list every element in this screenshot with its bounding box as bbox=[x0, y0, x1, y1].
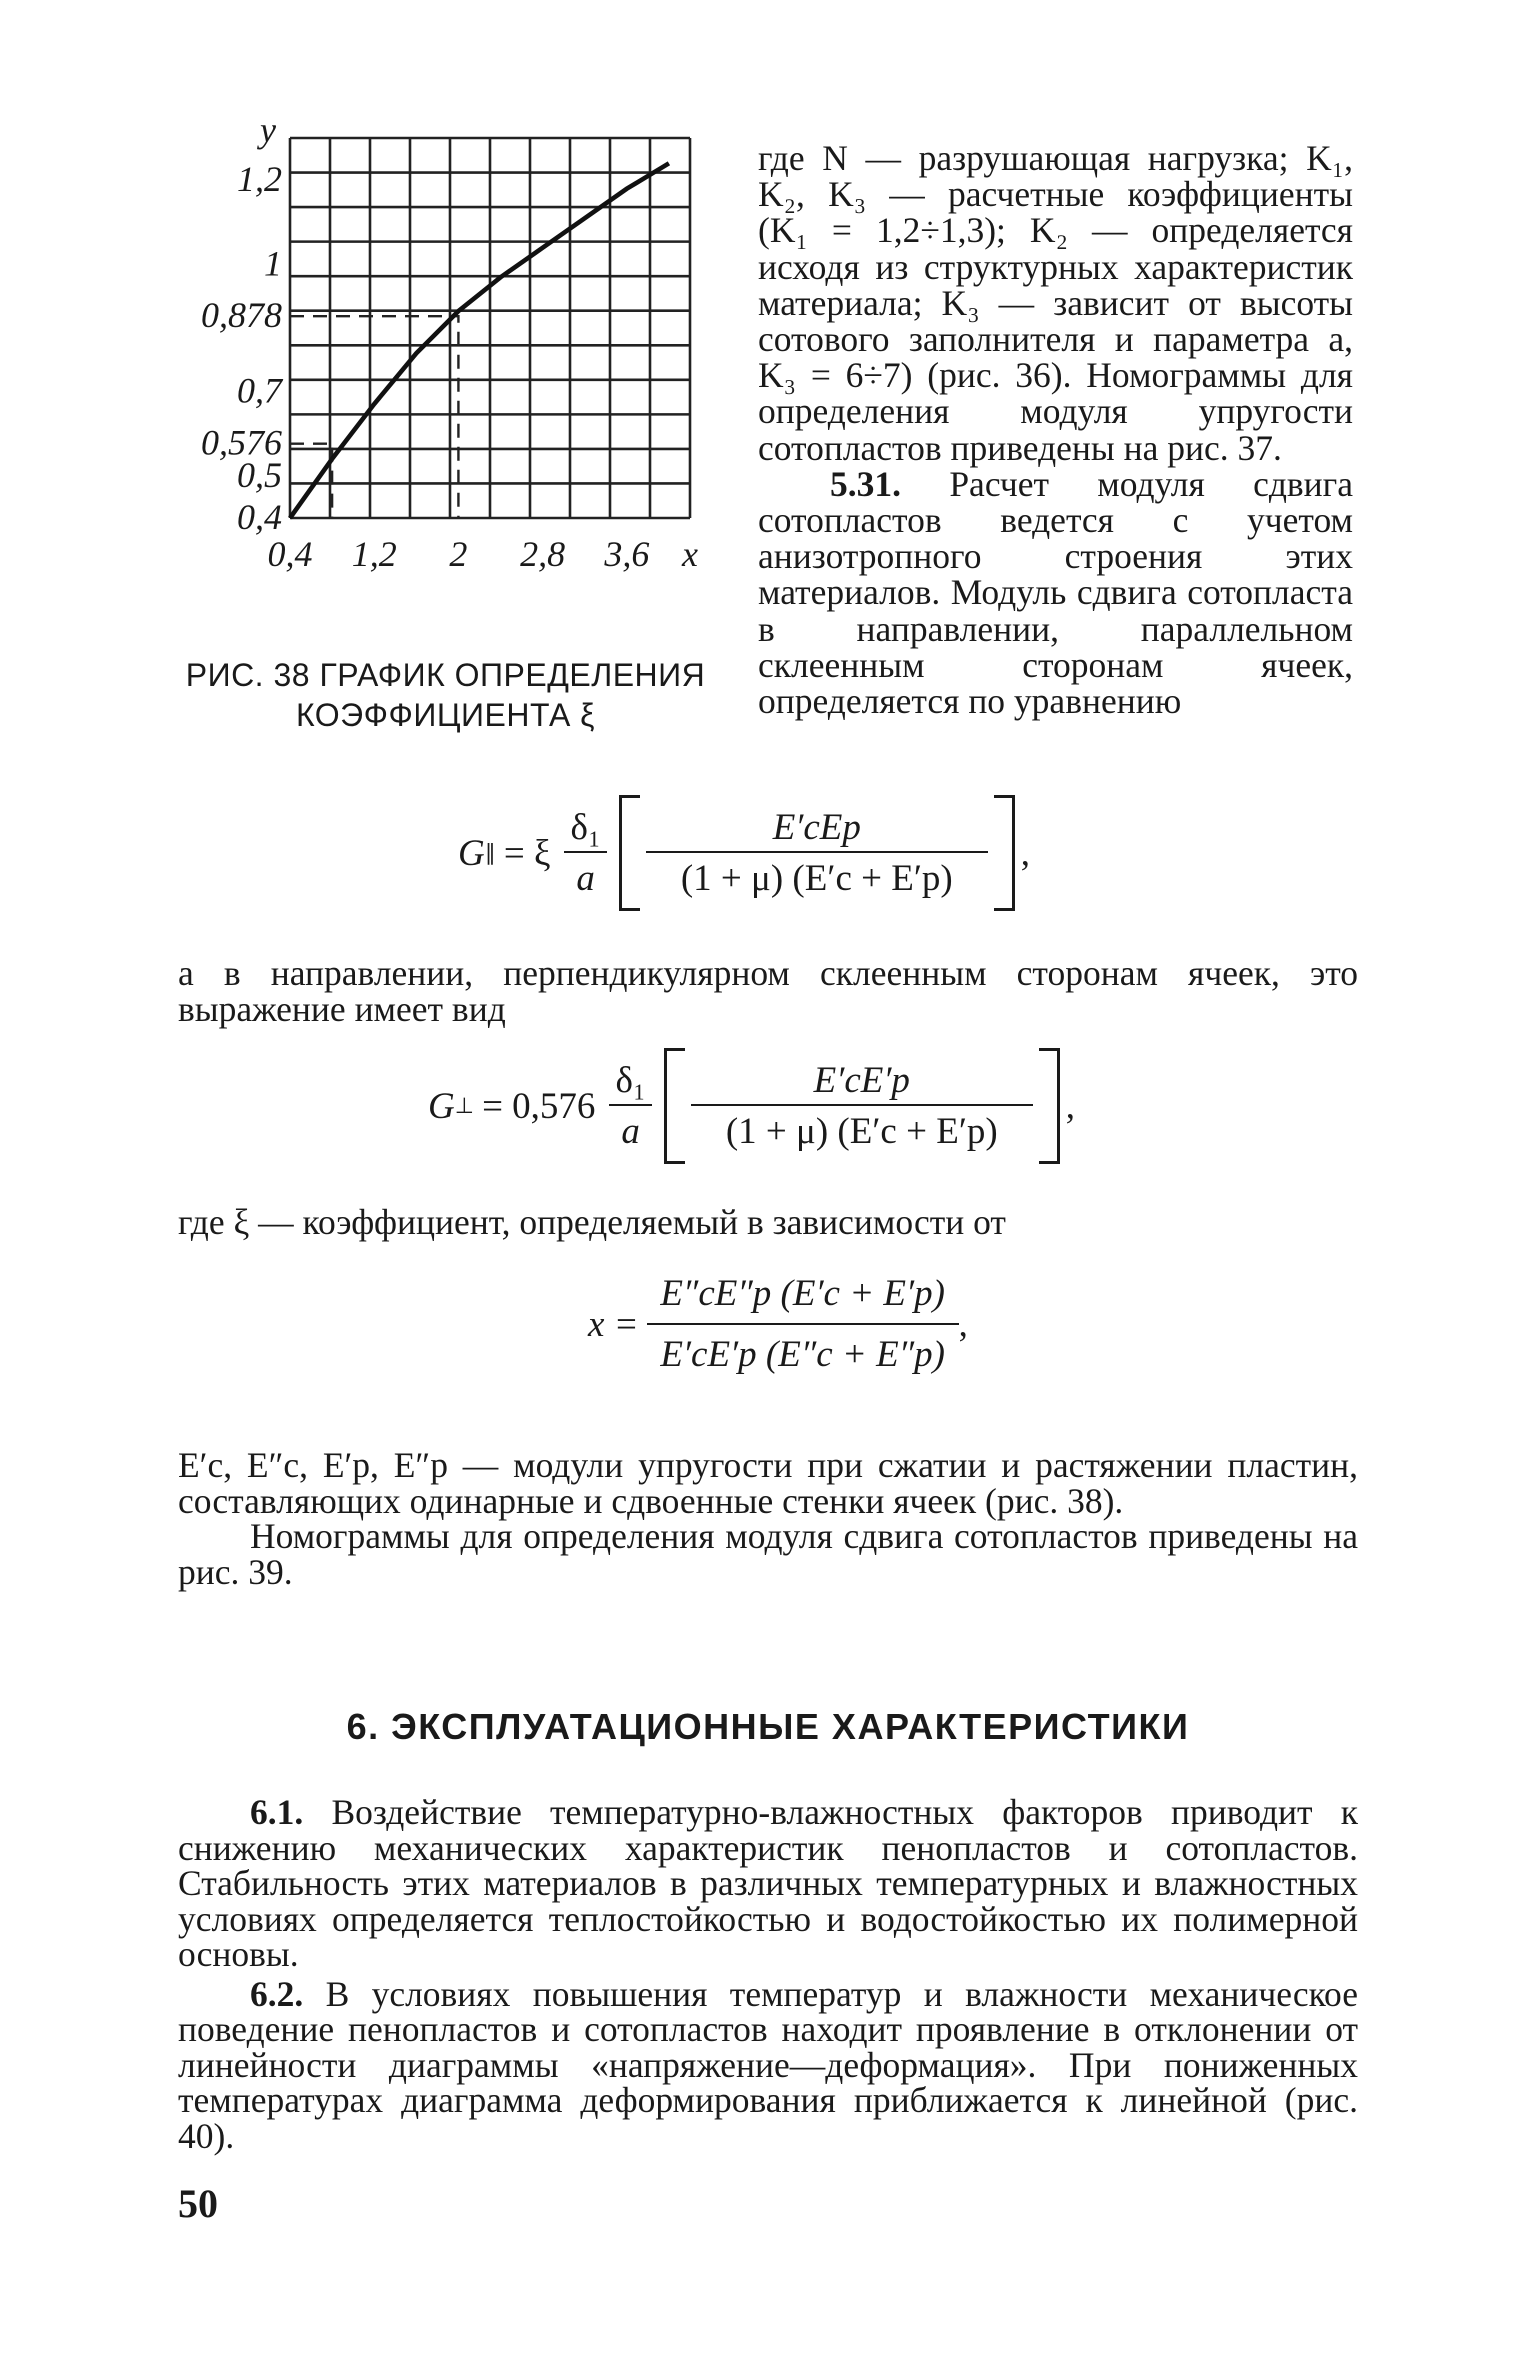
left-bracket bbox=[664, 1048, 685, 1164]
formula-fraction-main bbox=[652, 806, 982, 900]
caption-line-1: РИС. 38 ГРАФИК ОПРЕДЕЛЕНИЯ bbox=[185, 657, 706, 693]
formula-comma: , bbox=[1020, 832, 1031, 874]
paragraph-text: Расчет модуля сдвига сотопластов ведется с учетом анизотропного строения этих материалов. Модуль сдвига сотопласта в направлении, параллельном склеенным сторонам ячеек, определяется по уравнению bbox=[758, 463, 1353, 722]
fraction-numerator: E′cEp bbox=[646, 806, 988, 853]
fraction-denominator: (1 + μ) (E′c + E′p) bbox=[725, 1111, 998, 1152]
chart-grid bbox=[290, 138, 690, 518]
formula-lhs-sub: ⊥ bbox=[454, 1093, 475, 1118]
fraction-numerator: E′cE′p bbox=[691, 1059, 1033, 1106]
paragraph-6-2 bbox=[178, 1973, 1359, 2156]
formula-equals: = 0,576 bbox=[482, 1085, 596, 1127]
fraction-numerator: δ₁ bbox=[609, 1059, 651, 1106]
y-tick-label: 0,878 bbox=[201, 295, 282, 336]
paragraph-number: 6.2. bbox=[250, 1973, 304, 2014]
section-6-text bbox=[178, 1792, 1359, 2156]
fraction-denominator: (1 + μ) (E′c + E′p) bbox=[680, 858, 953, 899]
formula-lhs: G bbox=[458, 832, 485, 874]
fraction-denominator: E′cE′p (E″c + E″p) bbox=[660, 1334, 945, 1375]
caption-line-2: КОЭФФИЦИЕНТА ξ bbox=[296, 697, 595, 733]
right-column-text bbox=[758, 138, 1353, 722]
fraction-denominator: a bbox=[576, 858, 595, 899]
fraction-numerator: δ₁ bbox=[564, 806, 606, 853]
paragraph-perpendicular: а в направлении, перпендикулярном склеенным сторонам ячеек, это выражение имеет вид bbox=[178, 953, 1358, 1029]
y-axis-label: y bbox=[260, 110, 276, 150]
formula-fraction-main bbox=[697, 1059, 1027, 1153]
right-bracket bbox=[1039, 1048, 1060, 1164]
y-tick-label: 0,4 bbox=[237, 497, 282, 537]
page-number: 50 bbox=[178, 2181, 218, 2226]
y-tick-label: 1 bbox=[264, 243, 282, 284]
y-tick-label: 0,7 bbox=[237, 370, 282, 411]
paragraph-6-1 bbox=[178, 1792, 1358, 1974]
formula-lhs-sub: ∥ bbox=[484, 840, 496, 865]
fraction-numerator: E″cE″p (E′c + E′p) bbox=[647, 1272, 959, 1325]
left-bracket bbox=[619, 795, 640, 911]
moduli-text-block bbox=[178, 1445, 1358, 1592]
figure-38-chart bbox=[201, 110, 710, 638]
formula-lhs: x = bbox=[588, 1303, 639, 1345]
paragraph-coefficients: где N — разрушающая нагрузка; K₁, K₂, K₃ — расчетные коэффициенты (K₁ = 1,2÷1,3); K₂ — определяется исходя из структурных характеристик материала; K₃ — зависит от высоты сотового заполнителя и параметра a, K₃ = 6÷7) (рис. 36). Номограммы для определения модуля упругости сотопластов приведены на рис. 37. bbox=[758, 138, 1353, 468]
figure-caption bbox=[168, 655, 723, 735]
x-tick-label: 3,6 bbox=[604, 534, 650, 574]
formula-g-parallel bbox=[458, 795, 1030, 911]
paragraph-nomograms: Номограммы для определения модуля сдвига сотопластов приведены на рис. 39. bbox=[178, 1516, 1358, 1592]
x-tick-label: 0,4 bbox=[267, 534, 313, 574]
paragraph-number: 5.31. bbox=[830, 463, 901, 504]
x-axis-label: x bbox=[682, 534, 698, 574]
formula-equals: = ξ bbox=[503, 832, 551, 874]
paragraph-xi-definition: где ξ — коэффициент, определяемый в зависимости от bbox=[178, 1202, 1006, 1242]
formula-fraction-delta bbox=[564, 806, 606, 900]
y-tick-label: 0,5 bbox=[237, 454, 282, 495]
formula-fraction-delta bbox=[609, 1059, 651, 1153]
y-tick-label: 1,2 bbox=[237, 159, 282, 200]
x-tick-label: 2 bbox=[449, 534, 468, 574]
formula-comma: , bbox=[958, 1303, 968, 1345]
formula-fraction-x bbox=[653, 1272, 953, 1376]
x-tick-label: 2,8 bbox=[520, 534, 566, 574]
formula-lhs: G bbox=[428, 1085, 455, 1127]
formula-x bbox=[588, 1272, 968, 1376]
right-bracket bbox=[994, 795, 1015, 911]
text-between-formulas-2 bbox=[178, 1202, 1358, 1242]
y-tick-label: 0,576 bbox=[201, 422, 282, 463]
fraction-denominator: a bbox=[621, 1111, 640, 1152]
text-between-formulas-1 bbox=[178, 953, 1358, 1029]
paragraph-text: Воздействие температурно-влажностных факторов приводит к снижению механических характеристик пенопластов и сотопластов. Стабильность этих материалов в различных температурных и влажностных условиях определяется теплостойкостью и водостойкостью их полимерной основы. bbox=[178, 1792, 1358, 1974]
x-tick-label: 1,2 bbox=[351, 534, 397, 574]
paragraph-text: В условиях повышения температур и влажности механическое поведение пенопластов и сотопластов находит проявление в отклонении от линейности диаграммы «напряжение—деформация». При пониженных температурах диаграмма деформирования приближается к линейной (рис. 40). bbox=[178, 1973, 1359, 2156]
chart-series-line bbox=[290, 163, 669, 518]
paragraph-5-31 bbox=[758, 463, 1353, 722]
paragraph-moduli: E′c, E″c, E′p, E″p — модули упругости при сжатии и растяжении пластин, составляющих одинарные и сдвоенные стенки ячеек (рис. 38). bbox=[178, 1445, 1358, 1521]
section-heading: 6. ЭКСПЛУАТАЦИОННЫЕ ХАРАКТЕРИСТИКИ bbox=[346, 1706, 1190, 1747]
formula-comma: , bbox=[1065, 1085, 1076, 1127]
paragraph-number: 6.1. bbox=[250, 1792, 304, 1832]
formula-g-perpendicular bbox=[428, 1048, 1075, 1164]
